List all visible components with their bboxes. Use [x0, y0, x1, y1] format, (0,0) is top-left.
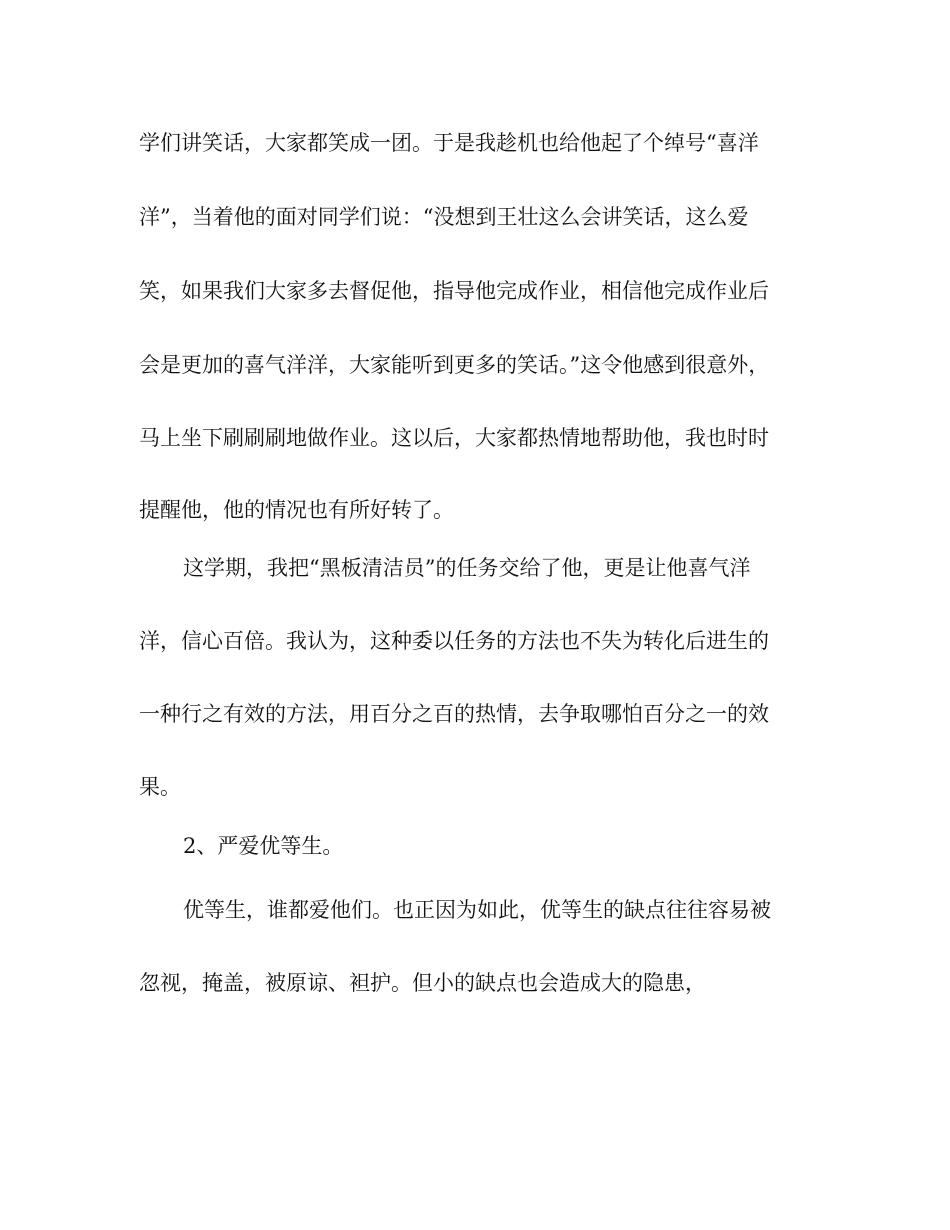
text-line: 洋”，当着他的面对同学们说：“没想到王壮这么会讲笑话，这么爱	[139, 205, 749, 229]
text-line: 这学期，我把“黑板清洁员”的任务交给了他，更是让他喜气洋	[183, 556, 751, 580]
text-line: 会是更加的喜气洋洋，大家能听到更多的笑话。”这令他感到很意外，	[139, 353, 770, 377]
text-line: 洋，信心百倍。我认为，这种委以任务的方法也不失为转化后进生的	[139, 629, 769, 653]
text-line: 优等生，谁都爱他们。也正因为如此，优等生的缺点往往容易被	[183, 898, 771, 922]
text-line: 忽视，掩盖，被原谅、袒护。但小的缺点也会造成大的隐患，	[139, 971, 706, 995]
text-line: 马上坐下刷刷刷地做作业。这以后，大家都热情地帮助他，我也时时	[139, 426, 769, 450]
text-line: 学们讲笑话，大家都笑成一团。于是我趁机也给他起了个绰号“喜洋	[139, 131, 759, 155]
text-line: 一种行之有效的方法，用百分之百的热情，去争取哪怕百分之一的效	[139, 702, 769, 726]
text-line: 提醒他，他的情况也有所好转了。	[139, 498, 454, 522]
text-line: 笑，如果我们大家多去督促他，指导他完成作业，相信他完成作业后	[139, 279, 769, 303]
text-line: 果。	[139, 775, 181, 799]
section-heading: 2、严爱优等生。	[183, 834, 344, 858]
